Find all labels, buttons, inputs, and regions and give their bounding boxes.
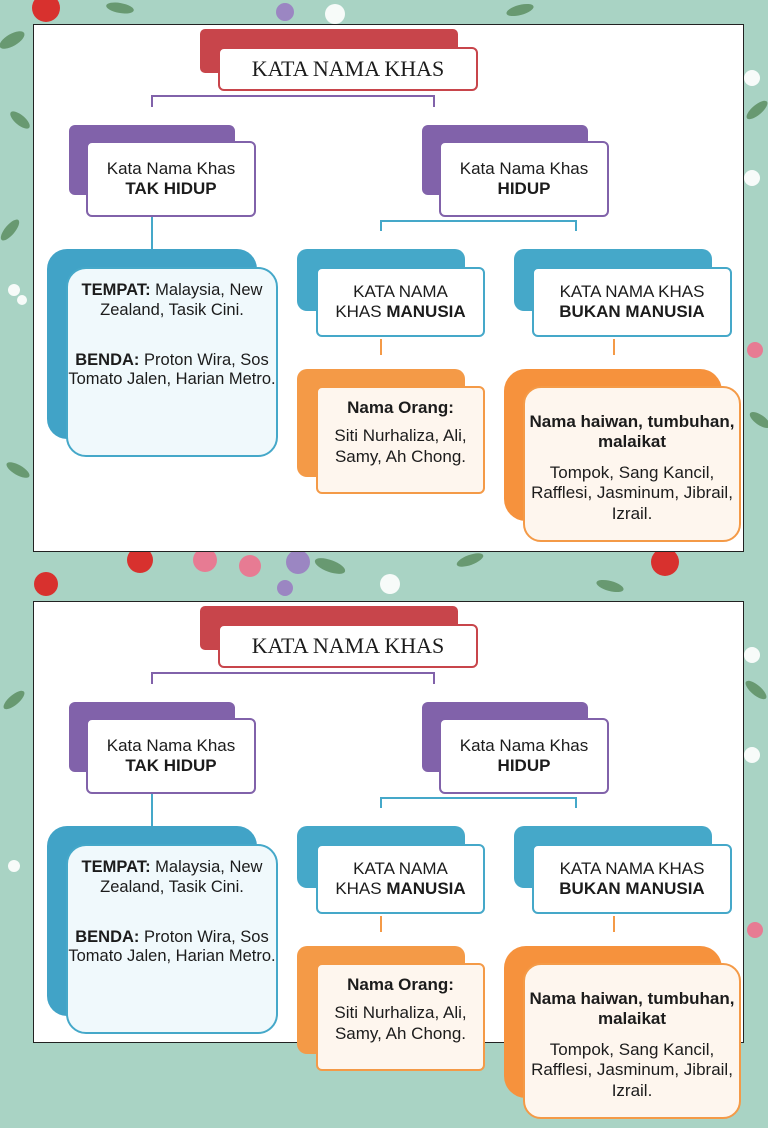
manusia-line2-bold: MANUSIA: [386, 302, 466, 321]
bukan-manusia-line2-2: BUKAN MANUSIA: [559, 879, 705, 898]
tak-hidup-line1: Kata Nama Khas: [106, 158, 236, 178]
benda-text-2: [68, 928, 276, 968]
tak-hidup-node: [86, 141, 256, 217]
tempat-label-2: TEMPAT:: [81, 858, 151, 876]
hidup-line2: HIDUP: [497, 179, 551, 198]
bukan-manusia-line2: BUKAN MANUSIA: [559, 302, 705, 321]
manusia-node: [316, 267, 485, 337]
tak-hidup-node-2: [86, 718, 256, 794]
manusia-line1: KATA NAMA: [353, 281, 448, 301]
root-node-2: [218, 624, 478, 668]
nama-orang-node: [316, 386, 485, 494]
slide-1: [33, 24, 744, 552]
benda-label-2: BENDA:: [75, 927, 140, 946]
manusia-line2-prefix-2: KHAS: [335, 879, 387, 898]
nama-haiwan-label: Nama haiwan, tumbuhan, malaikat: [529, 412, 735, 452]
hidup-line2-2: HIDUP: [497, 756, 551, 775]
hidup-line1: Kata Nama Khas: [459, 158, 589, 178]
tempat-value: Malaysia, New Zealand, Tasik Cini.: [100, 281, 263, 319]
tempat-label: TEMPAT:: [81, 281, 151, 299]
hidup-line1-2: Kata Nama Khas: [459, 735, 589, 755]
tak-hidup-line2-2: TAK HIDUP: [125, 756, 217, 775]
bukan-manusia-node-2: [532, 844, 732, 914]
tempat-value-2: Malaysia, New Zealand, Tasik Cini.: [100, 858, 263, 896]
root-node-label: KATA NAMA KHAS: [251, 55, 445, 81]
bukan-manusia-line1: KATA NAMA KHAS: [559, 281, 705, 301]
hidup-node: [439, 141, 609, 217]
tak-hidup-examples-2: [66, 844, 278, 1034]
manusia-line2-2: [335, 879, 465, 899]
bukan-manusia-node: [532, 267, 732, 337]
benda-value: Proton Wira, Sos Tomato Jalen, Harian Metro.: [68, 350, 276, 389]
bukan-manusia-line1-2: KATA NAMA KHAS: [559, 858, 705, 878]
tak-hidup-line2: TAK HIDUP: [125, 179, 217, 198]
nama-haiwan-node-2: [523, 963, 741, 1119]
root-node-label-2: KATA NAMA KHAS: [251, 632, 445, 658]
nama-orang-value: Siti Nurhaliza, Ali, Samy, Ah Chong.: [334, 426, 467, 466]
nama-orang-node-2: [316, 963, 485, 1071]
nama-haiwan-label-2: Nama haiwan, tumbuhan, malaikat: [529, 989, 735, 1029]
benda-text: [68, 351, 276, 391]
tempat-text: [68, 281, 276, 321]
nama-haiwan-value-2: Tompok, Sang Kancil, Rafflesi, Jasminum, Jibrail, Izrail.: [531, 1039, 733, 1100]
tempat-text-2: [68, 858, 276, 898]
manusia-node-2: [316, 844, 485, 914]
benda-value-2: Proton Wira, Sos Tomato Jalen, Harian Metro.: [68, 927, 276, 966]
nama-haiwan-value: Tompok, Sang Kancil, Rafflesi, Jasminum, Jibrail, Izrail.: [531, 462, 733, 523]
manusia-line1-2: KATA NAMA: [353, 858, 448, 878]
root-node: [218, 47, 478, 91]
manusia-line2: [335, 302, 465, 322]
slide-2: [33, 601, 744, 1100]
tak-hidup-examples: [66, 267, 278, 457]
benda-label: BENDA:: [75, 350, 140, 369]
hidup-node-2: [439, 718, 609, 794]
manusia-line2-prefix: KHAS: [335, 302, 387, 321]
nama-orang-value-2: Siti Nurhaliza, Ali, Samy, Ah Chong.: [334, 1003, 467, 1043]
tak-hidup-line1-2: Kata Nama Khas: [106, 735, 236, 755]
nama-orang-label: Nama Orang:: [347, 398, 454, 417]
nama-haiwan-node: [523, 386, 741, 542]
manusia-line2-bold-2: MANUSIA: [386, 879, 466, 898]
nama-orang-label-2: Nama Orang:: [347, 975, 454, 994]
